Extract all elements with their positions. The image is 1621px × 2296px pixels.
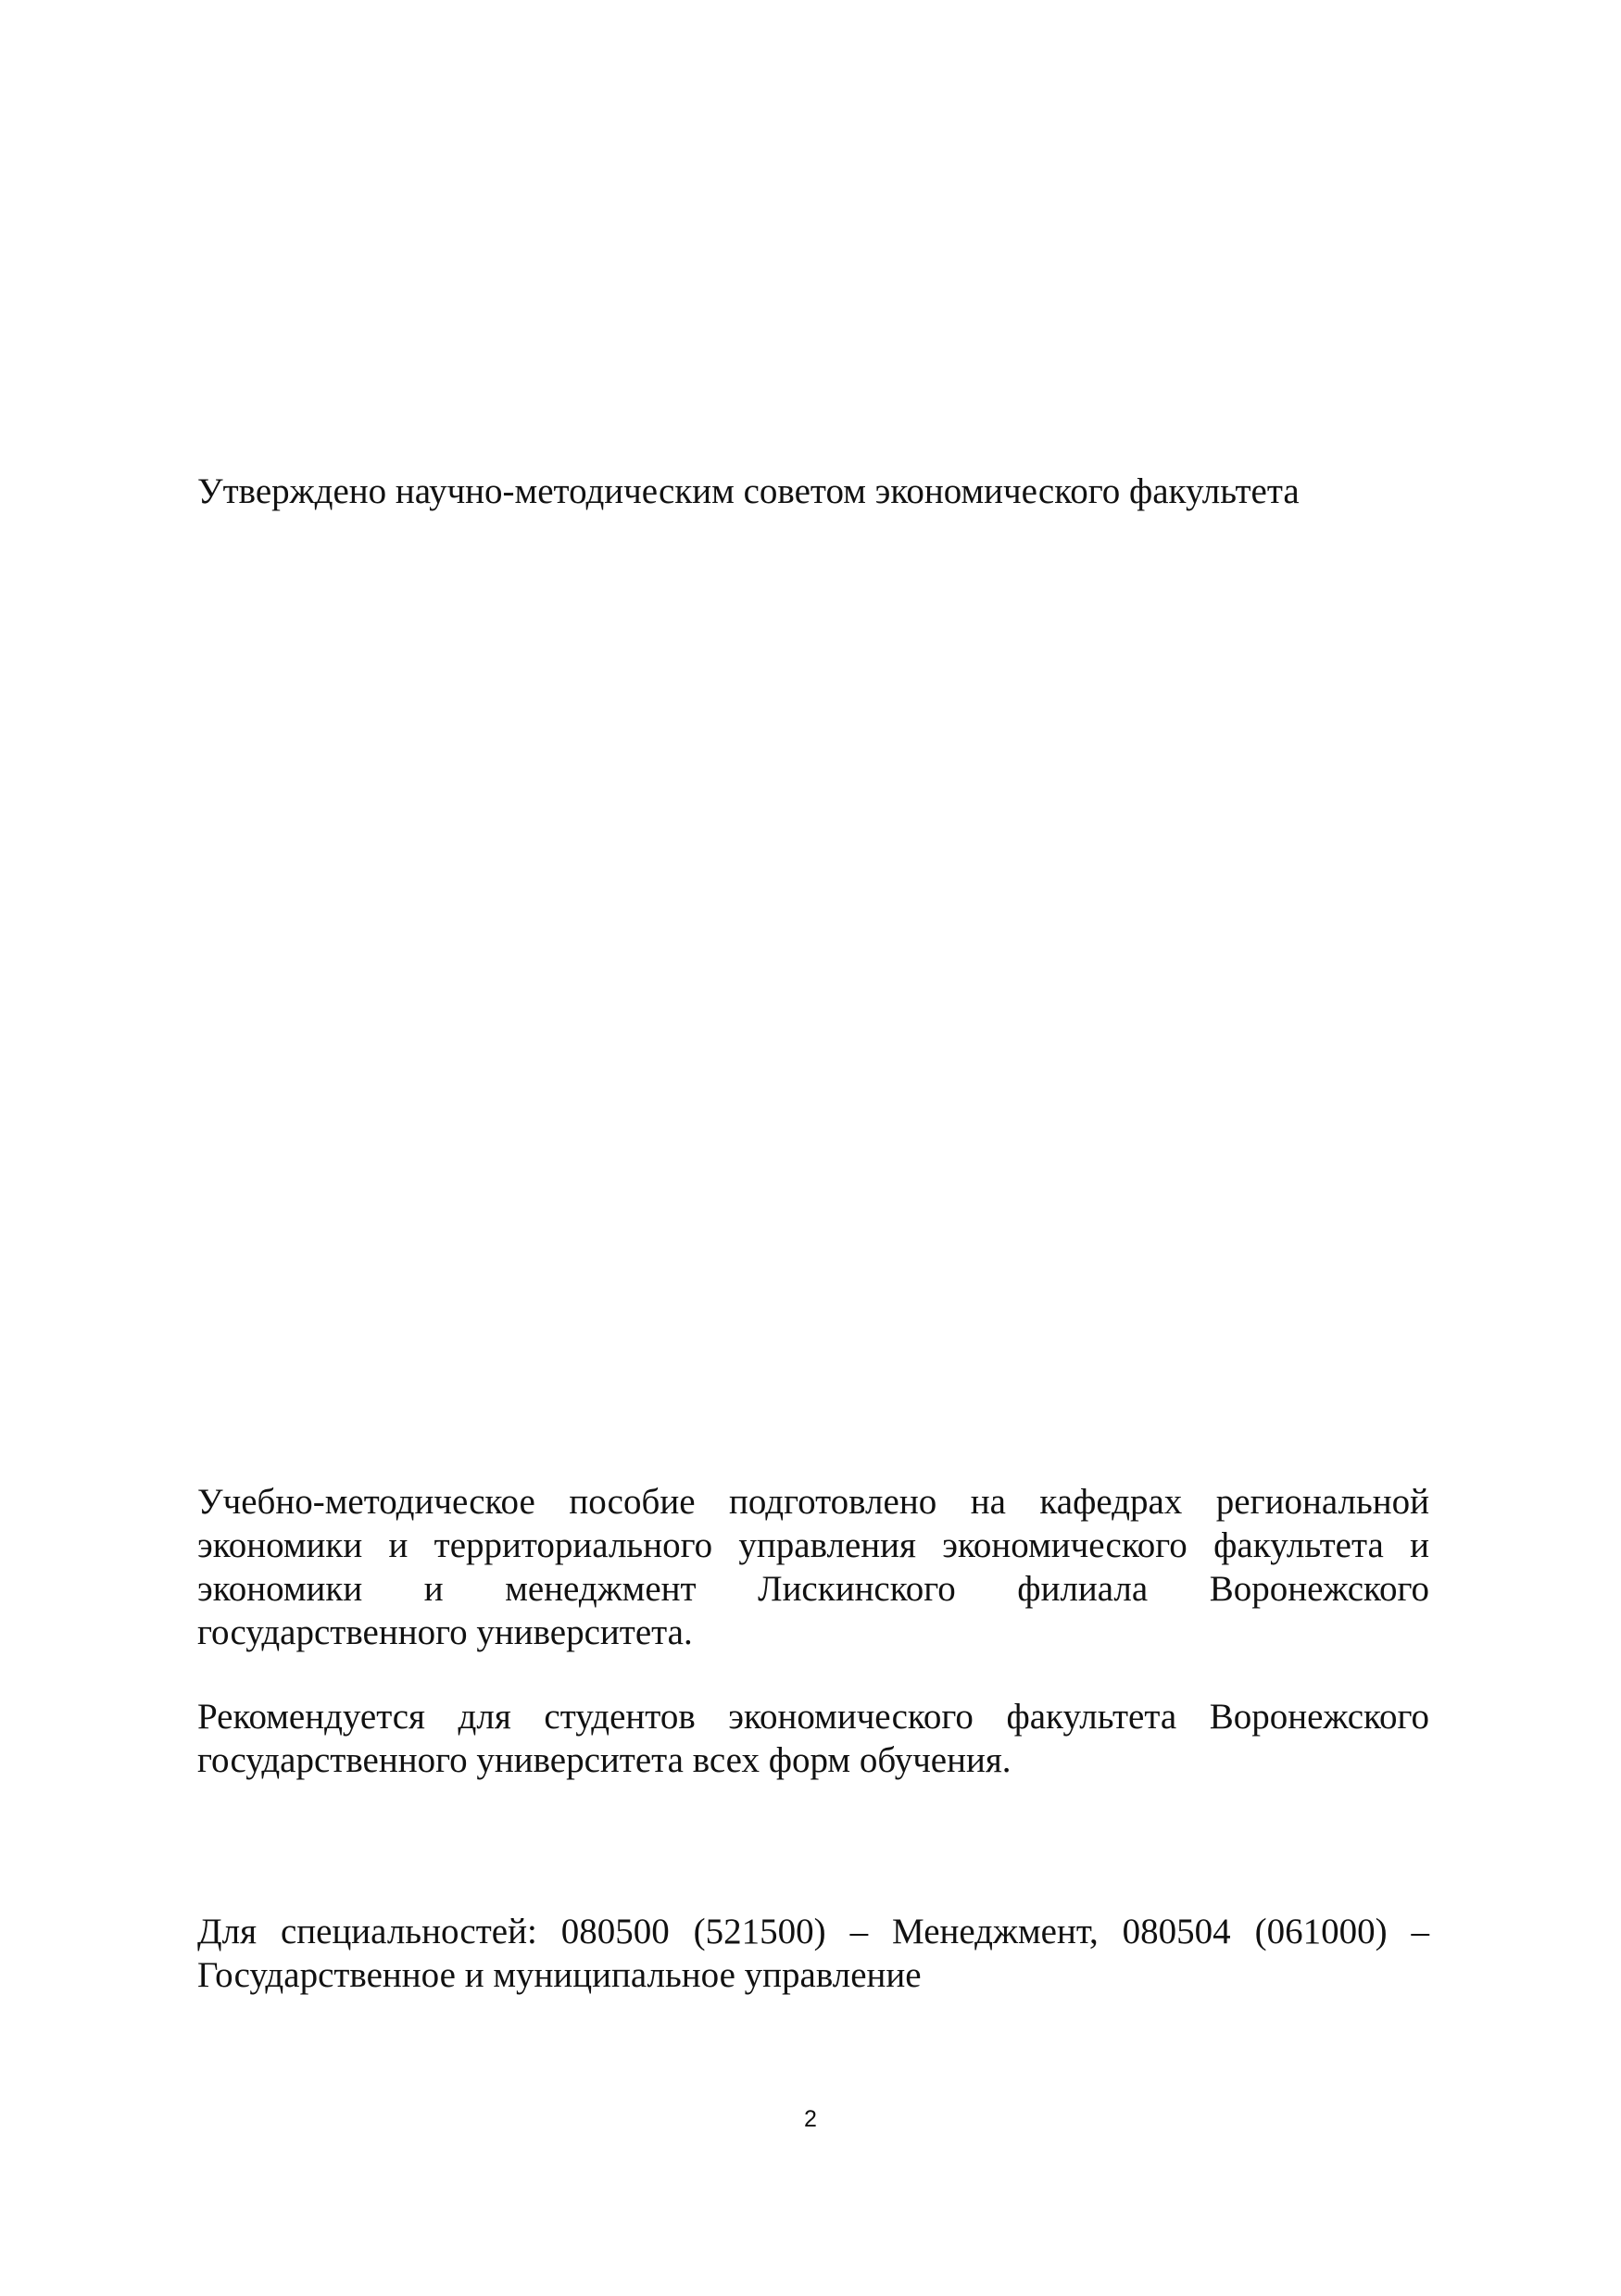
preparation-paragraph: Учебно-методическое пособие подготовлено на кафедрах региональной экономики и территориального управления экономического факультета и экономики и менеджмент Лискинского филиала Воронежского государственного университета. (197, 1482, 1429, 1652)
recommendation-paragraph: Рекомендуется для студентов экономического факультета Воронежского государственного университета всех форм обучения. (197, 1697, 1429, 1780)
approval-statement: Утверждено научно-методическим советом экономического факультета (197, 471, 1300, 511)
page-number: 2 (804, 2106, 817, 2132)
specialties-paragraph: Для специальностей: 080500 (521500) – Менеджмент, 080504 (061000) – Государственное и муниципальное управление (197, 1912, 1429, 1995)
